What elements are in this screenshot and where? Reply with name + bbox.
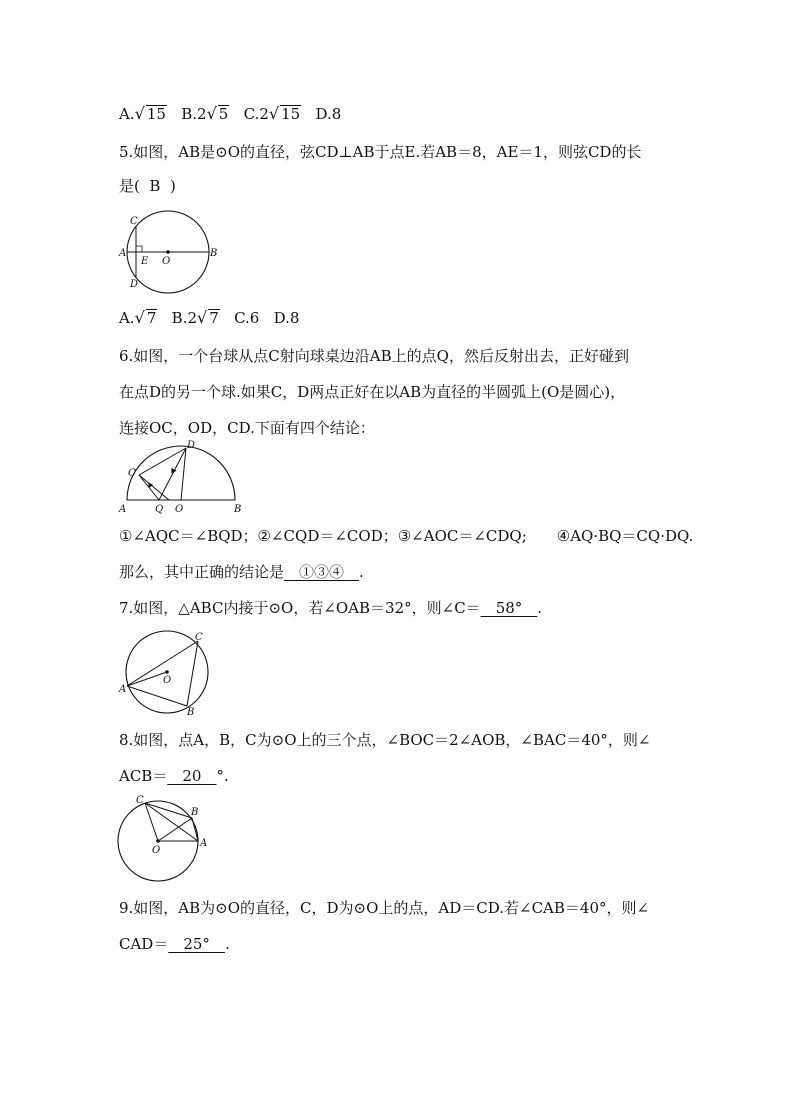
- q6-conclusions: ①∠AQC＝∠BQD；②∠CQD＝∠COD；③∠AOC＝∠CDQ; ④AQ·BQ＝CQ·DQ.: [119, 527, 694, 545]
- q6-label-a: A: [119, 504, 127, 515]
- q8-center-dot: [156, 839, 160, 843]
- q5-stem-line1: 5.如图，AB是⊙O的直径，弦CD⊥AB于点E.若AB＝8，AE＝1，则弦CD的长: [119, 143, 642, 161]
- q8-stem-line2: ACB＝__20__°.: [119, 767, 229, 785]
- q7-label-o: O: [163, 675, 172, 686]
- q8-label-o: O: [152, 845, 161, 856]
- q4-option-b-radicand: 5: [218, 105, 229, 123]
- q7-label-a: A: [119, 684, 127, 695]
- q6-label-d: D: [187, 440, 196, 451]
- q6-label-o: O: [175, 504, 184, 515]
- q8-circle-figure: [112, 795, 222, 887]
- q5-label-b: B: [210, 248, 218, 259]
- q5-options: [119, 308, 299, 328]
- q7-label-b: B: [187, 707, 195, 718]
- q9-stem-line1: 9.如图，AB为⊙O的直径，C，D为⊙O上的点，AD＝CD.若∠CAB＝40°，则∠: [119, 899, 650, 917]
- q7-segment-oa: [127, 672, 167, 686]
- q4-option-c-radicand: 15: [281, 105, 301, 123]
- q6-label-c: C: [128, 468, 136, 479]
- q5-label-e: E: [141, 256, 149, 267]
- q4-option-c: C.2√ 15: [243, 104, 301, 123]
- q7-answer: __58°__: [480, 599, 538, 617]
- q5-label-a: A: [119, 248, 127, 259]
- q6-stem-line3: 连接OC，OD，CD.下面有四个结论：: [119, 419, 375, 437]
- q9-stem-line2: CAD＝__25°__.: [119, 935, 230, 953]
- q6-label-b: B: [234, 504, 242, 515]
- q5-label-o: O: [162, 256, 171, 267]
- q4-option-a: A.√ 15: [119, 104, 166, 123]
- q5-right-angle-mark: [136, 246, 142, 252]
- q4-option-d: D.8: [315, 105, 342, 123]
- q8-segment-oc: [145, 803, 158, 841]
- q6-label-q: Q: [155, 504, 164, 515]
- q8-stem-line1: 8.如图，点A，B，C为⊙O上的三个点，∠BOC＝2∠AOB，∠BAC＝40°，则∠: [119, 731, 651, 749]
- q6-answer-line: 那么，其中正确的结论是__①③④__.: [119, 563, 364, 581]
- q4-option-b: B.2√ 5: [181, 104, 229, 123]
- q6-stem-line2: 在点D的另一个球.如果C，D两点正好在以AB为直径的半圆弧上(O是圆心)，: [119, 383, 626, 401]
- q7-side-cb: [187, 641, 198, 706]
- q6-segment-oc: [139, 475, 169, 500]
- q4-options: [119, 104, 341, 124]
- q6-stem-line1: 6.如图，一个台球从点C射向球桌边沿AB上的点Q，然后反射出去，正好碰到: [119, 347, 629, 365]
- q8-answer: __20__: [167, 767, 217, 785]
- q5-center-dot: [166, 250, 170, 254]
- q8-label-b: B: [191, 807, 199, 818]
- q5-label-c: C: [130, 216, 138, 227]
- q5-stem-line2: 是( B ): [119, 177, 176, 195]
- q6-semicircle-figure: [115, 440, 250, 515]
- q8-label-c: C: [136, 795, 144, 806]
- q5-option-d: D.8: [273, 309, 300, 327]
- q8-segment-ob: [158, 818, 192, 841]
- q5-option-c: C.6: [234, 309, 260, 327]
- q9-answer: __25°__: [168, 935, 225, 953]
- q5-label-d: D: [130, 279, 139, 290]
- q5-answer: B: [149, 177, 161, 195]
- q7-circle-figure: [115, 628, 225, 720]
- q5-option-b: B.2√ 7: [171, 308, 219, 327]
- q5-circle-figure: [115, 208, 225, 293]
- q5-option-b-radicand: 7: [209, 309, 219, 327]
- q5-option-a-radicand: 7: [146, 309, 157, 327]
- q7-stem: 7.如图，△ABC内接于⊙O，若∠OAB＝32°，则∠C＝__58°__.: [119, 599, 543, 617]
- q8-label-a: A: [200, 838, 208, 849]
- q7-center-dot: [165, 670, 169, 674]
- q5-option-a: A.√ 7: [119, 308, 157, 327]
- q7-side-ab: [127, 686, 187, 706]
- q6-answer: __①③④__: [284, 563, 360, 581]
- q4-option-a-radicand: 15: [146, 105, 166, 123]
- q8-segment-cb: [145, 803, 192, 818]
- q7-label-c: C: [195, 632, 203, 643]
